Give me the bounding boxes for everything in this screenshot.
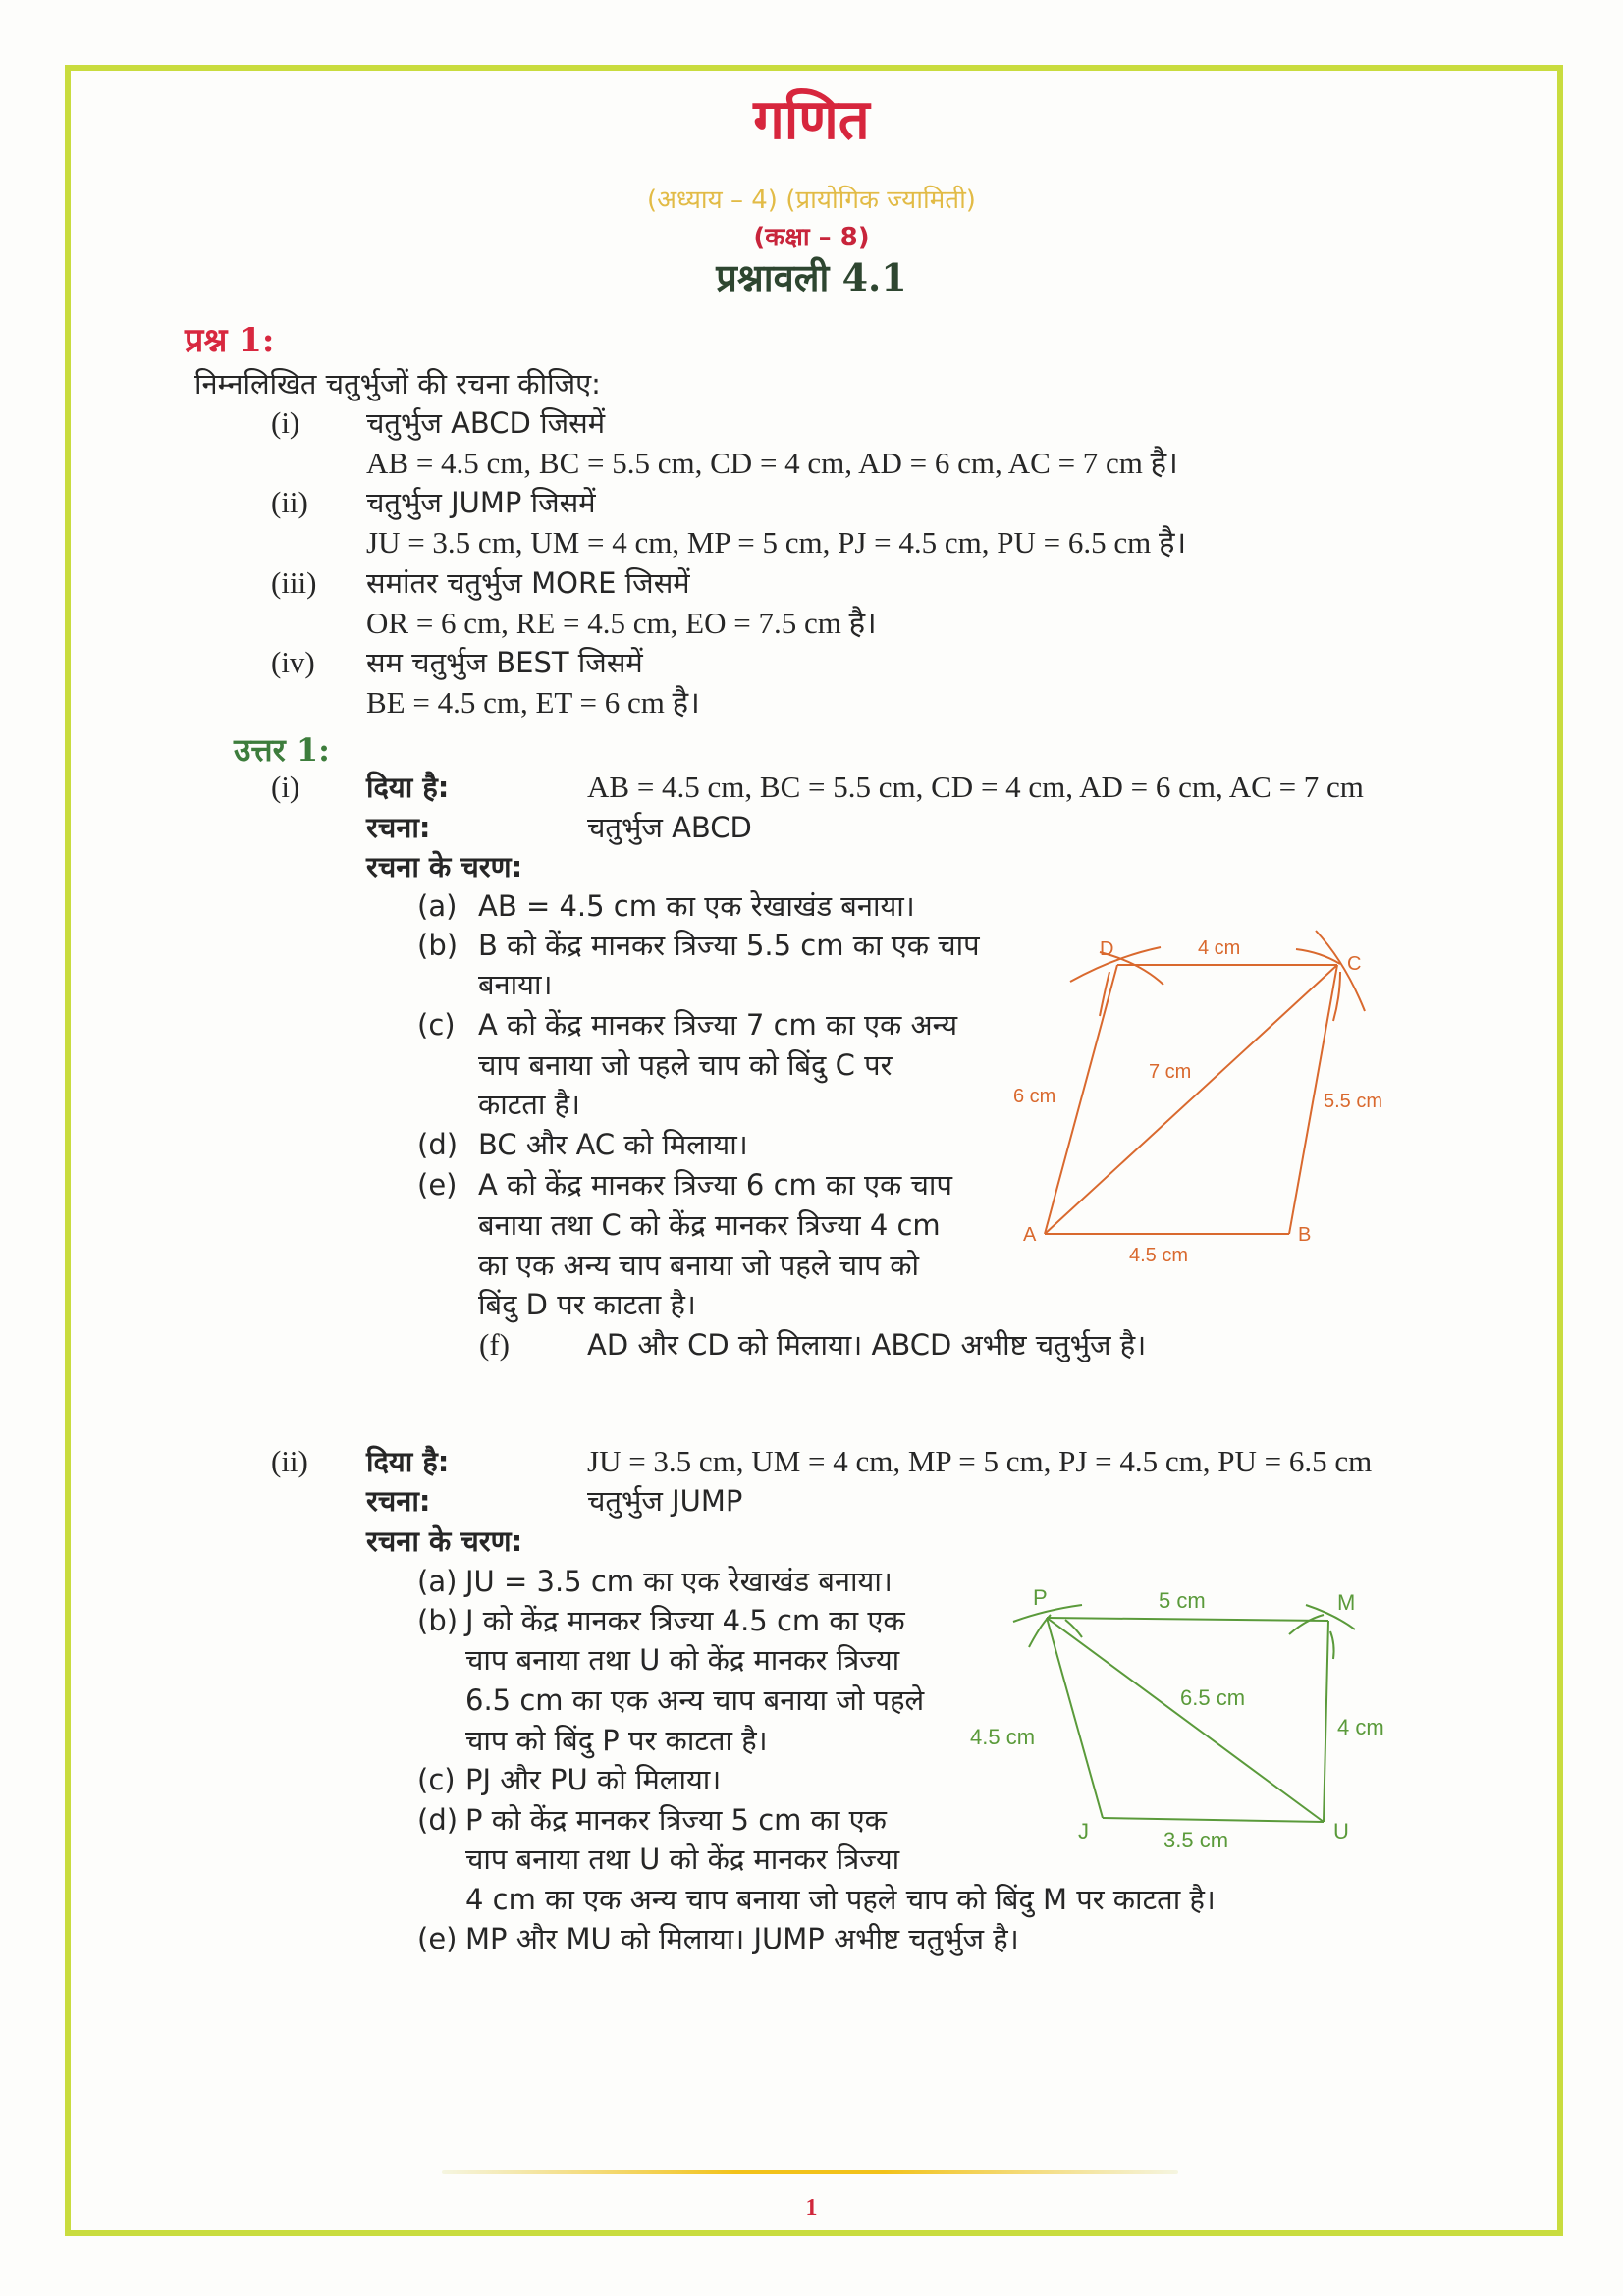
label-pj: 4.5 cm xyxy=(970,1725,1036,1749)
label-cd: 4 cm xyxy=(1198,937,1241,959)
figure-jump xyxy=(952,1561,1424,1875)
item-detail: OR = 6 cm, RE = 4.5 cm, EO = 7.5 cm है। xyxy=(366,606,877,640)
subject-title: गणित xyxy=(753,88,870,152)
item-label: (i) xyxy=(271,405,300,440)
vertex-p-label: P xyxy=(1033,1585,1048,1610)
vertex-u-label: U xyxy=(1333,1819,1349,1843)
item-label: (iv) xyxy=(271,645,315,679)
step-line: काटता है। xyxy=(478,1088,581,1121)
step-line: A को केंद्र मानकर त्रिज्या 6 cm का एक चाप xyxy=(478,1168,952,1201)
vertex-j-label: J xyxy=(1078,1819,1089,1843)
item-label: (iii) xyxy=(271,565,317,600)
step-line: चाप को बिंदु P पर काटता है। xyxy=(465,1724,768,1757)
step-line: बनाया। xyxy=(478,968,553,1001)
label-bc: 5.5 cm xyxy=(1324,1091,1383,1112)
vertex-b-label: B xyxy=(1298,1224,1312,1246)
chapter-subtitle: (अध्याय – 4) (प्रायोगिक ज्यामिती) xyxy=(647,186,976,215)
label-ju: 3.5 cm xyxy=(1163,1828,1229,1852)
question-intro: निम्नलिखित चतुर्भुजों की रचना कीजिए: xyxy=(194,367,601,400)
vertex-a-label: A xyxy=(1023,1224,1037,1246)
part-label: (i) xyxy=(271,770,300,804)
item-detail: JU = 3.5 cm, UM = 4 cm, MP = 5 cm, PJ = 4.5 cm, PU = 6.5 cm है। xyxy=(366,525,1187,560)
label-ac: 7 cm xyxy=(1149,1061,1192,1083)
label-ab: 4.5 cm xyxy=(1129,1245,1189,1266)
step-line: का एक अन्य चाप बनाया जो पहले चाप को xyxy=(478,1249,920,1282)
steps-label: रचना के चरण: xyxy=(366,1524,523,1558)
step-line: JU = 3.5 cm का एक रेखाखंड बनाया। xyxy=(465,1565,893,1598)
page-number: 1 xyxy=(805,2195,818,2220)
step-line: बनाया तथा C को केंद्र मानकर त्रिज्या 4 cm xyxy=(478,1208,941,1242)
step-label: (e) xyxy=(417,1922,458,1955)
step-line: 4 cm का एक अन्य चाप बनाया जो पहले चाप को बिंदु M पर काटता है। xyxy=(465,1883,1216,1916)
step-line: बिंदु D पर काटता है। xyxy=(478,1288,696,1321)
steps-label: रचना के चरण: xyxy=(366,850,523,883)
step-label: (d) xyxy=(417,1803,459,1837)
item-detail: BE = 4.5 cm, ET = 6 cm है। xyxy=(366,685,700,720)
step-line: MP और MU को मिलाया। JUMP अभीष्ट चतुर्भुज है। xyxy=(465,1922,1019,1955)
step-label: (a) xyxy=(417,889,458,923)
construct-value: चतुर्भुज JUMP xyxy=(587,1484,743,1518)
step-label: (b) xyxy=(417,1604,459,1637)
step-label: (d) xyxy=(417,1128,459,1161)
part-label: (ii) xyxy=(271,1444,308,1478)
item-title: चतुर्भुज JUMP जिसमें xyxy=(366,486,596,519)
step-label: (a) xyxy=(417,1565,458,1598)
step-line: चाप बनाया जो पहले चाप को बिंदु C पर xyxy=(478,1048,893,1082)
step-label: (f) xyxy=(479,1327,510,1362)
step-line: 6.5 cm का एक अन्य चाप बनाया जो पहले xyxy=(465,1683,925,1717)
item-label: (ii) xyxy=(271,485,308,519)
step-line: BC और AC को मिलाया। xyxy=(478,1128,748,1161)
vertex-d-label: D xyxy=(1100,938,1114,960)
step-label: (c) xyxy=(417,1008,456,1041)
given-label: दिया है: xyxy=(366,771,450,804)
construct-label: रचना: xyxy=(366,1484,431,1518)
label-ad: 6 cm xyxy=(1013,1086,1056,1107)
step-line: A को केंद्र मानकर त्रिज्या 7 cm का एक अन्य xyxy=(478,1008,958,1041)
given-value: AB = 4.5 cm, BC = 5.5 cm, CD = 4 cm, AD = 6 cm, AC = 7 cm xyxy=(587,770,1364,804)
step-label: (b) xyxy=(417,929,459,962)
step-line: B को केंद्र मानकर त्रिज्या 5.5 cm का एक चाप xyxy=(478,929,980,962)
item-title: सम चतुर्भुज BEST जिसमें xyxy=(366,646,643,679)
vertex-m-label: M xyxy=(1337,1590,1356,1615)
figure-abcd xyxy=(1001,913,1424,1276)
construct-label: रचना: xyxy=(366,811,431,844)
step-line: AB = 4.5 cm का एक रेखाखंड बनाया। xyxy=(478,889,915,923)
label-um: 4 cm xyxy=(1337,1715,1384,1739)
class-label: (कक्षा – 8) xyxy=(753,223,870,252)
label-mp: 5 cm xyxy=(1159,1588,1206,1613)
step-line: PJ और PU को मिलाया। xyxy=(465,1763,722,1796)
question-heading: प्रश्न 1: xyxy=(185,321,275,360)
exercise-title: प्रश्नावली 4.1 xyxy=(716,255,907,299)
step-line: AD और CD को मिलाया। ABCD अभीष्ट चतुर्भुज है। xyxy=(587,1328,1147,1362)
step-line: चाप बनाया तथा U को केंद्र मानकर त्रिज्या xyxy=(465,1842,900,1876)
footer-divider xyxy=(442,2170,1178,2174)
item-title: समांतर चतुर्भुज MORE जिसमें xyxy=(366,566,690,600)
step-line: P को केंद्र मानकर त्रिज्या 5 cm का एक xyxy=(465,1803,887,1837)
answer-heading: उत्तर 1: xyxy=(234,731,330,769)
vertex-c-label: C xyxy=(1347,953,1362,975)
label-pu: 6.5 cm xyxy=(1180,1685,1246,1710)
step-line: चाप बनाया तथा U को केंद्र मानकर त्रिज्या xyxy=(465,1643,900,1677)
construct-value: चतुर्भुज ABCD xyxy=(587,811,752,844)
step-line: J को केंद्र मानकर त्रिज्या 4.5 cm का एक xyxy=(465,1604,905,1637)
given-value: JU = 3.5 cm, UM = 4 cm, MP = 5 cm, PJ = 4.5 cm, PU = 6.5 cm xyxy=(587,1444,1373,1478)
item-detail: AB = 4.5 cm, BC = 5.5 cm, CD = 4 cm, AD = 6 cm, AC = 7 cm है। xyxy=(366,446,1178,480)
item-title: चतुर्भुज ABCD जिसमें xyxy=(366,406,606,440)
given-label: दिया है: xyxy=(366,1445,450,1478)
step-label: (e) xyxy=(417,1168,458,1201)
step-label: (c) xyxy=(417,1763,456,1796)
